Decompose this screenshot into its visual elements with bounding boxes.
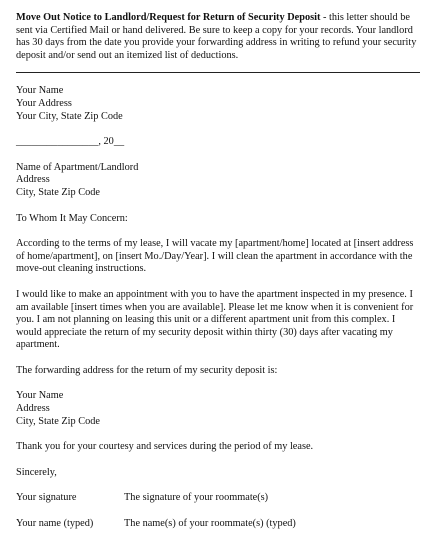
- letter-document: [16, 12, 422, 544]
- roommate-name-typed-label: The name(s) of your roommate(s) (typed): [124, 518, 296, 530]
- date-blank: ________________, 20__: [16, 136, 125, 148]
- forwarding-address: Address: [16, 403, 50, 415]
- intro-paragraph: [16, 12, 422, 62]
- date-line: [16, 136, 422, 149]
- forwarding-city-state-zip: City, State Zip Code: [16, 415, 100, 427]
- body-paragraph-forwarding: The forwarding address for the return of my security deposit is:: [16, 364, 278, 376]
- your-name-typed-label: Your name (typed): [16, 518, 94, 530]
- closing: Sincerely,: [16, 466, 57, 478]
- letter-title: Move Out Notice to Landlord/Request for Return of Security Deposit: [16, 12, 321, 23]
- recipient-city-state-zip: City, State Zip Code: [16, 186, 100, 198]
- roommate-signature-label: The signature of your roommate(s): [124, 492, 269, 504]
- sender-address-block: [16, 85, 422, 123]
- horizontal-rule: [16, 72, 420, 73]
- sender-address: Your Address: [16, 97, 72, 109]
- typed-name-row: [16, 518, 422, 531]
- sender-name: Your Name: [16, 85, 64, 97]
- thanks-paragraph: Thank you for your courtesy and services during the period of my lease.: [16, 441, 314, 453]
- body-paragraph-vacate: According to the terms of my lease, I will vacate my [apartment/home] located at [insert address of home/apartment], on [insert Mo./Day/Year]. I will clean the apartment in accordance with the move-out cleaning instructions.: [16, 238, 414, 275]
- forwarding-address-block: [16, 390, 422, 428]
- salutation: To Whom It May Concern:: [16, 212, 128, 224]
- recipient-name: Name of Apartment/Landlord: [16, 161, 139, 173]
- your-signature-label: Your signature: [16, 492, 77, 504]
- signature-row: [16, 492, 422, 505]
- sender-city-state-zip: Your City, State Zip Code: [16, 110, 123, 122]
- body-paragraph-inspection: I would like to make an appointment with you to have the apartment inspected in my presence. I am available [insert times when you are available]. Please let me know when it is convenient for you. I am not planning on leasing this unit or a different apartment unit from this complex. I would appreciate the return of my security deposit within thirty (30) days after vacating my apartment.: [16, 288, 414, 351]
- recipient-address: Address: [16, 174, 50, 186]
- forwarding-name: Your Name: [16, 390, 64, 402]
- recipient-address-block: [16, 162, 422, 200]
- intro-text: - this letter should be sent via Certified Mail or hand delivered. Be sure to keep a copy for your records. Your landlord has 30 days from the date you provide your forwarding address in writing to refund your security deposit and/or send out an itemized list of deductions.: [16, 12, 417, 61]
